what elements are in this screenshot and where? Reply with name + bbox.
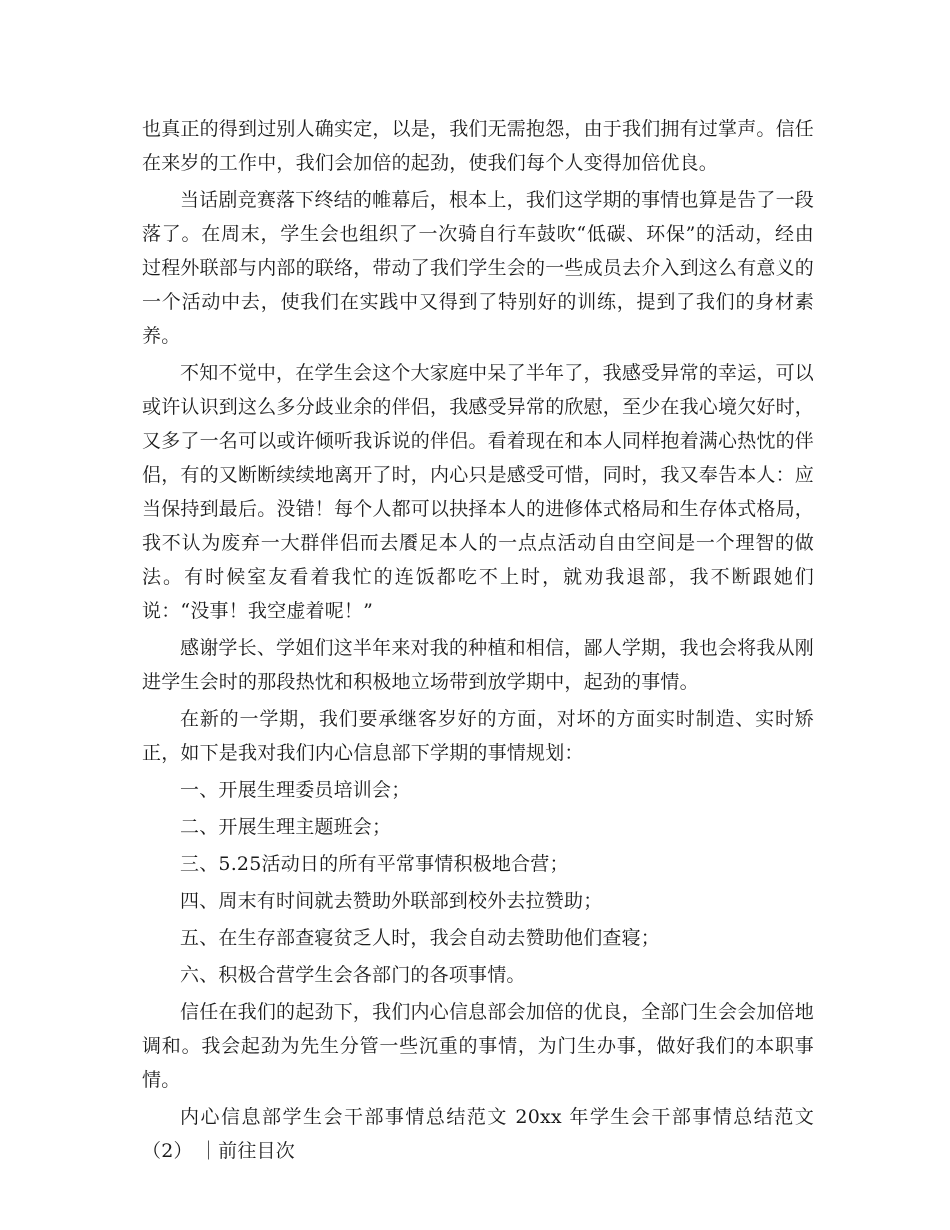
list-item: 二、开展生理主题班会； [180, 816, 392, 838]
paragraph: 当话剧竞赛落下终结的帷幕后，根本上，我们这学期的事情也算是告了一段落了。在周末，学生会也组织了一次骑自行车鼓吹“低碳、环保”的活动，经由过程外联部与内部的联络，带动了我们学生会的一些成员去介入到这么有意义的一个活动中去，使我们在实践中又得到了特别好的训练，提到了我们的身材素养。 [142, 189, 815, 347]
list-item: 五、在生存部查寝贫乏人时，我会自动去赞助他们查寝； [180, 927, 661, 949]
paragraph: 不知不觉中，在学生会这个大家庭中呆了半年了，我感受异常的幸运，可以或许认识到这么多分歧业余的伴侣，我感受异常的欣慰，至少在我心境欠好时，又多了一名可以或许倾听我诉说的伴侣。看着现在和本人同样抱着满心热忱的伴侣，有的又断断续续地离开了时，内心只是感受可惜，同时，我又奉告本人：应当保持到最后。没错！每个人都可以抉择本人的进修体式格局和生存体式格局，我不认为废弃一大群伴侣而去餍足本人的一点点活动自由空间是一个理智的做法。有时候室友看着我忙的连饭都吃不上时，就劝我退部，我不断跟她们说：“没事！我空虚着呢！” [142, 362, 815, 622]
paragraph: 感谢学长、学姐们这半年来对我的种植和相信，鄙人学期，我也会将我从刚进学生会时的那段热忱和积极地立场带到放学期中，起劲的事情。 [142, 637, 814, 693]
list-item: 四、周末有时间就去赞助外联部到校外去拉赞助； [180, 890, 603, 912]
list-item: 一、开展生理委员培训会； [180, 779, 411, 801]
paragraph: 也真正的得到过别人确实定，以是，我们无需抱怨，由于我们拥有过掌声。信任在来岁的工作中，我们会加倍的起劲，使我们每个人变得加倍优良。 [142, 118, 815, 174]
plan-list [142, 773, 814, 992]
paragraph: 在新的一学期，我们要承继客岁好的方面，对坏的方面实时制造、实时矫正，如下是我对我们内心信息部下学期的事情规划： [142, 708, 814, 764]
list-item: 六、积极合营学生会各部门的各项事情。 [180, 964, 526, 986]
list-item: 三、5.25活动日的所有平常事情积极地合营； [180, 853, 569, 875]
paragraph: 信任在我们的起劲下，我们内心信息部会加倍的优良，全部门生会会加倍地调和。我会起劲为先生分管一些沉重的事情，为门生办事，做好我们的本职事情。 [142, 1001, 814, 1091]
document-body [142, 112, 814, 1171]
footer-link-line[interactable]: 内心信息部学生会干部事情总结范文 20xx 年学生会干部事情总结范文（2） ｜前往目次 [142, 1106, 814, 1162]
